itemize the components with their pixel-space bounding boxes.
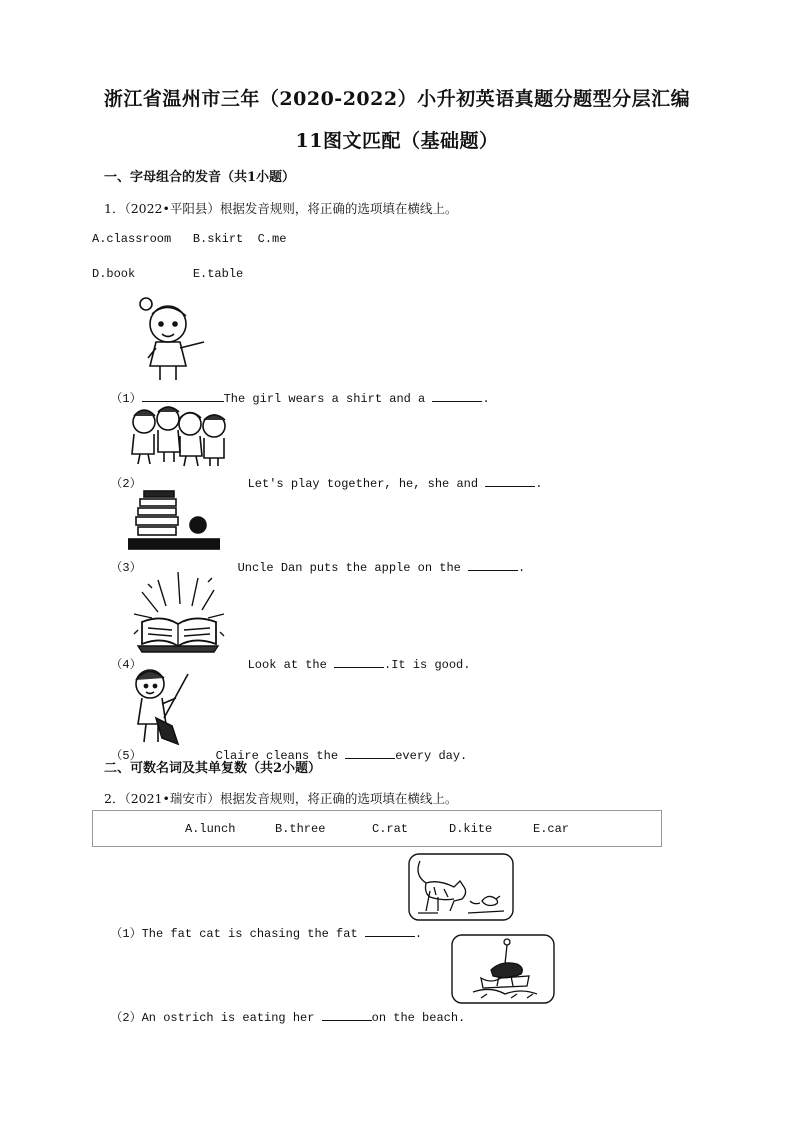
option-b: B.three (275, 822, 326, 836)
item-text: Uncle Dan puts the apple on the (237, 561, 469, 575)
page-title: 浙江省温州市三年（2020-2022）小升初英语真题分题型分层汇编 (103, 88, 691, 110)
page-subtitle: 11图文匹配（基础题） (295, 130, 499, 152)
girl-picture (128, 294, 210, 384)
item-text-end: . (535, 477, 543, 491)
options-row-2: D.book E.table (92, 267, 244, 281)
ostrich-picture (451, 934, 555, 1004)
item-text-end: every day. (395, 749, 468, 763)
item-text: The fat cat is chasing the fat (141, 927, 365, 941)
item-text: Look at the (247, 658, 335, 672)
s2-item-2 (96, 994, 465, 1025)
item-text-end: .It is good. (384, 658, 471, 672)
item-text: Let's play together, he, she and (247, 477, 486, 491)
item-text-end: . (518, 561, 526, 575)
item-number: （1） (110, 392, 142, 406)
options-row-1: A.classroom B.skirt C.me (92, 232, 287, 246)
answer-blank[interactable] (365, 924, 415, 937)
option-d: D.kite (449, 822, 493, 836)
item-number: （3） (110, 561, 142, 575)
section-heading-1: 一、字母组合的发音（共1小题） (104, 170, 296, 185)
children-group-picture (128, 402, 228, 468)
answer-blank[interactable] (322, 1008, 372, 1021)
question-2-stem: 2．（2021•瑞安市）根据发音规则，将正确的选项填在横线上。 (104, 791, 458, 806)
item-number: （1） (110, 927, 142, 941)
item-number: （4） (110, 658, 142, 672)
item-text-end: on the beach. (371, 1011, 466, 1025)
answer-blank[interactable] (468, 558, 518, 571)
answer-blank-image-line[interactable] (142, 389, 224, 402)
answer-blank[interactable] (334, 655, 384, 668)
item-text: An ostrich is eating her (141, 1011, 322, 1025)
section-heading-2: 二、可数名词及其单复数（共2小题） (104, 761, 322, 776)
item-number: （5） (110, 749, 142, 763)
option-c: C.rat (372, 822, 409, 836)
s2-item-1 (96, 910, 422, 941)
answer-blank[interactable] (345, 746, 395, 759)
item-text: The girl wears a shirt and a (223, 392, 433, 406)
item-text-end: . (482, 392, 490, 406)
item-text: Claire cleans the (215, 749, 346, 763)
answer-blank[interactable] (432, 389, 482, 402)
option-a: A.lunch (185, 822, 236, 836)
option-e: E.car (533, 822, 570, 836)
item-number: （2） (110, 1011, 142, 1025)
question-1-stem: 1．（2022•平阳县）根据发音规则，将正确的选项填在横线上。 (104, 201, 458, 216)
item-number: （2） (110, 477, 142, 491)
books-apple-table-picture (128, 487, 220, 551)
cat-chasing-rat-picture (408, 853, 514, 921)
options-box (92, 810, 662, 847)
answer-blank[interactable] (485, 474, 535, 487)
item-text-end: . (414, 927, 423, 941)
